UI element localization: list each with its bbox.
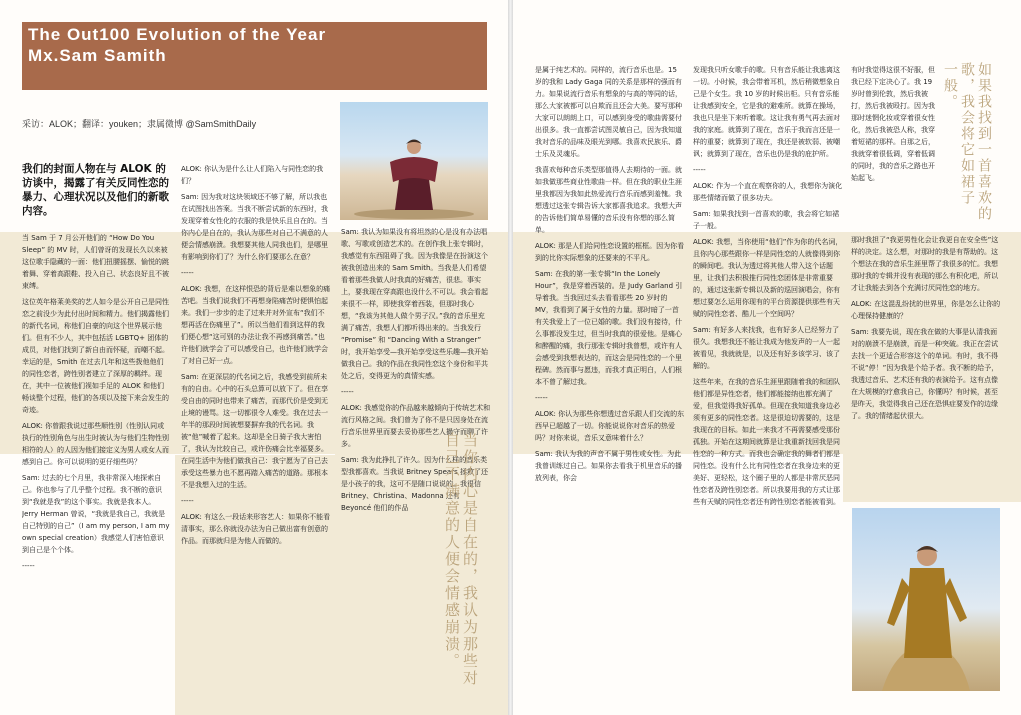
text-column-2 (181, 163, 331, 703)
photo-illustration (852, 508, 1000, 691)
paragraph: Sam: 我认为如果没有将坦然的心是没有办法唱歌、写歌或创造艺术的。在创作我上张专辑时，我感觉有东西阻碍了我。因为我像是在扮演这个被我创造出来的 Sam Smith。当我是人们希望看着那些我做人时我真的好痛苦，很悲。事实上，要我现在穿高跟也没什么不可以。我会看起来很不一样，即使我穿着西装，但那时我心想，“我该为其他人做个男子汉。”我的音乐里充满了痛苦，我想人们都听得出来的。当我发行 “Promise” 和 “Dancing With a Stranger” 时，我开始享受—我开始享受这些乐趣—我开始做我自己。我的作品在我同性恋这个身份和平共处之后，变得更为的真情实感。 (341, 228, 488, 380)
paragraph: 这些年来，在我的音乐生涯里跟随着我的和团队他们都是异性恋者，他们都能接纳也都充满了爱，但我觉得我好孤单。但现在我知道我身边必须有更多的同性恋者。这是很迫切需要的，这是我现在的目标。如此一来我才不再需要感受那份孤独。开始在这期间就算是让我重新找回我是同性恋的一种方式。而我也会确定我的舞者们都是同性恋。没有什么比有同性恋者在我身边来的更美好、更轻松，这个圈子里的人都是非常厌恶同性恋者及跨性别恋者。所以我要用我的方式让那些有天赋的同性恋者还有跨性别恋者能被看到。 (693, 378, 840, 506)
paragraph: Sam: 因为我对这块领域还不够了解，所以我也在试图找出答案。当我不断尝试新的东西时，我发现穿着女性化的衣服的我是快乐且自在的。当你内心是自在的，我认为那些对自己不满意的人便会情感崩溃。我想要其他人同我也们，是哪里有影响到你们了？为什么你们要那么在意？ (181, 193, 328, 261)
divider: ----- (535, 394, 548, 402)
intro-heading: 我们的封面人物在与 ALOK 的访谈中，揭露了有关反同性恋的暴力、心理状况以及他们的新歌内容。 (22, 163, 169, 217)
paragraph: ALOK: 那是人们给同性恋设置的框框。因为你看到的比你实际想象的还要来的不平凡。 (535, 242, 685, 262)
divider: ----- (181, 497, 194, 505)
article-title: The Out100 Evolution of the Year (28, 25, 327, 44)
text-column-5 (693, 64, 843, 704)
text-column-6a (851, 64, 939, 234)
pull-quote-right: 如果我找到一首喜欢的 歌，我会将它如裙子 一般。 (942, 62, 992, 222)
divider: ----- (693, 166, 706, 174)
right-page (513, 0, 1021, 715)
paragraph: ALOK: 在这混乱纷扰的世界里，你是怎么让你的心理保持健康的？ (851, 300, 1001, 320)
paragraph: 这位英年格莱美奖的艺人如今是公开自己是同性恋之前没少为此付出时间和精力。他们揭露他们的新代名词，称他们自豪的向这个世界展示他们。但有不少人，其中包括活 LGBTQ+ 团体的成员，对他们找到了新自由而怀疑，而嘲不起。幸运的是，Smith 在过去几年和这些拨他他们的同性恋者，跨性别者建立了深厚的羁绊。现在，其中一位被他们视如手足的 ALOK 和他们畅谈整个过程，他们的各项以及接下来会发生的奇迹。 (22, 298, 169, 414)
paragraph: Sam: 我认为我的声音不属于男性或女性。为此我曾训练过自己。如果你去看我于机里音乐的播放列表，你会 (535, 450, 682, 482)
paragraph: 我喜欢每种音乐类型那值得人去期待的一面。就如我做那些商业性歌曲一样。但在我的职业生涯里我都因为我如此热爱流行音乐而感到羞愧。我想透过这张专辑告诉大家都喜我追求。我想大声的告诉他们简单易懂的音乐没有你想的那么简单。 (535, 166, 682, 234)
paragraph: ALOK: 你认为是什么让人们陷入与同性恋的我们？ (181, 165, 324, 185)
paragraph: ALOK: 我想，在这样恨恐的背后是难以想象的痛苦吧。当我们说我们不再想身陷痛苦时便惧怕起来。我们一步步的走了过来并对外宣布“我们不想再活在伤痛里了”。所以当他们看到这样的我们便心想“这可别的办法让我不再感到痛苦。”也许他们就学会了可以感受自己，也许他们就学会了对自己好一点。 (181, 285, 331, 365)
paragraph: 是属于纯艺术的。同样的，流行音乐也是。15 岁的我和 Lady Gaga 同的关系是那样的强而有力。如果说流行音乐有想象的与高的等同的话，那么大家被都可以自欺而且还会大美。要写那种大家可以朗朗上口，可以感到身受的歌曲需要付出很多。我一直都尝试图灵敏自己，因为我知道我对音乐的品味及眼光到哪。我喜欢民族乐、爵士乐及灵魂乐。 (535, 66, 682, 158)
divider: ----- (22, 562, 35, 570)
text-column-4 (535, 64, 685, 704)
paragraph: 有时我觉得这很不好服，但我已经下定决心了。我 19 岁时曾到伦敦，然后我被打，然后我被殴打。因为我那时迷惘化妆或穿着很女性化，然后我被恐人称，我穿着短裙的那样。自那之后，我就穿着很低调，穿着低调的同时，我的音乐之路也开始起飞。 (851, 66, 935, 182)
credits-line: 采访：ALOK；翻译：youken；隶属微博 @SamSmithDaily (22, 119, 257, 129)
photo-illustration (340, 102, 488, 220)
standing-photo (852, 508, 1000, 691)
left-page (0, 0, 508, 715)
pull-quote-left: 当你内心是自在的，我认为那些对 自己不满意的人便会情感崩溃。 (443, 432, 479, 687)
divider: ----- (181, 269, 194, 277)
paragraph: ALOK: 我感觉你的作品越来越倾向于传统艺术和流行风格之间。我们曾为了你不是只因身处在流行音乐世界里而要去妥协那些艺人撮守而聊了许多。 (341, 404, 491, 448)
paragraph: ALOK: 你认为那些你想透过音乐跟人们交流的东西早已超越了一切。你能说说你对音乐的热爱吗？对你来说，音乐又意味着什么？ (535, 410, 685, 442)
paragraph: ALOK: 我想，当你使用“他们”作为你的代名词，且你内心那些跟你一样是同性恋的人就像得到你的瞬间吧。我认为透过将其他人带入这个话题里，让我们去积极推行同性恋团体是非常重要的，通过这张新专辑以及新的巡回演唱会，你有想过要怎么运用你现有的平台资源提供那些有天赋的同性恋者、酷儿一个空间吗？ (693, 238, 843, 318)
text-column-6b (851, 234, 1001, 504)
article-subtitle: Mx.Sam Samith (28, 46, 167, 65)
paragraph: Sam: 在更深层的代名词之后，我感受到前所未有的自由。心中的石头总算可以放下了。但在享受自由的同时也带来了痛苦，而那代价是受到无止境的谩骂。这一切都很令人难受。我在过去一年半的那段时间被想要摒弃我的代名词。我被“他”喊着了起来。这却是全日骑子我大害怕了，我认为比较自己，或许伤痛会比幸福要多。在同生活中为他们做我自己：我宁愿为了自己去承受这些暴力也不愿再踏入痛苦的道路。那根本不是我想入过的生活。 (181, 373, 328, 489)
divider: ----- (341, 388, 354, 396)
paragraph: ALOK: 有这么一段话来形容艺人：如果你不能看清事实，那么你就没办法为自己做出富有创意的作品。而那就归是为他人而做的。 (181, 513, 331, 545)
cover-photo-kneeling (340, 102, 488, 220)
paragraph: Sam: 有好多人来找我，也有好多人已经努力了很久。我想我还不能让我成为他发声的一人一起被看见，我就就是，以及还有好多该学习、该了解的。 (693, 326, 840, 370)
paragraph: 那时我担了“我更男性化会让我更自在安全些”这样的决定。这么想，对那时的我是有帮助的。这个想法在我的音乐生涯里帮了我很多的忙。我想那时我的专辑并没有表现的那么有积化吧，所以才让我能去到各个充满讨厌同性恋的地方。 (851, 236, 999, 292)
paragraph: 当 Sam 于 7 月公开他们的 “How Do You Sleep” 的 MV 时，人们曾讶的发现长久以来被这位歌手隐藏的一面：他们扭腰摇摆、愉悦的跳着舞、穿着高跟鞋、投入自己、状态良好且不被束缚。 (22, 234, 169, 290)
paragraph: Sam: 我要先说，现在我在做的大事是认清我面对的崩溃不是崩溃，而是一种突破。我正在尝试去找一个更适合形容这个的单词。有时，我不得不说“停！”因为我是个给予者。我不断的给予，我透过音乐、艺术还有我的表演给予。这有点像在大规模的疗愈我自己，你懂吗？有时候，甚至是昨天，我觉得我自己还在恐惧症要发作的边缘了。我的情绪起伏很大。 (851, 328, 999, 420)
paragraph: 发现我只听女歌手的歌。只有音乐能让我逃离这一切。小时候，我会带着耳机，然后稍微想象自己是个女生。我 10 岁的时候出柜。只有音乐能让我感到安全，它是我的避难所。就算在操场，我也只是坐下来听着歌。这让我有勇气再去面对我的家庭。就算到了现在，音乐于我而言还是一样的重要；就算到了现在，我还是被软弱、被嘲讽；就算到了现在，音乐也仍是我的庇护所。 (693, 66, 840, 158)
text-column-1 (22, 232, 170, 702)
paragraph: ALOK: 作为一个直在观察你的人，我想你为演化那些情绪而做了很多功夫。 (693, 182, 843, 202)
paragraph: Sam: 如果我找到一首喜欢的歌，我会将它如裙子一般。 (693, 210, 840, 230)
paragraph: Sam: 过去的七个月里，我非常深入地探索自己。你也参与了几乎整个过程。我不断的意识到“我就是我”的这个事实。我就是我本人。Jerry Herman 曾说，“我就是我自己，我就是自己特别的自己”（I am my person, I am my own special creation）我感觉人们害怕意识到自己是个个体。 (22, 474, 170, 554)
paragraph: Sam: 在我的第一张专辑“In the Lonely Hour”，我是穿着西装的。是 Judy Garland 引导着我。当我回过头去看看那些 20 岁时的 MV，我看到了属于女性的力量。那时暗了一首有关我爱上了一位已婚的歌。我们没有接待，什么事都没发生过，但当时我真的很爱他。是痛心和醉醒的痛，我行那张专辑时我曾想，或许有人会感受到我想表达的，而这会是同性恋的一个里程碑。然而事与愿违，而我才真正明白，人们根本不曾了解过我。 (535, 270, 683, 386)
paragraph: Sam: 我为此挣扎了许久。因为什么样的音乐类型我都喜欢。当我说 Britney Spears 拯救了还是小孩子的我，这可不是随口说说的。我很信 Britney、Christina、Madonna 还有 Beyoncé 他们的作品 (341, 456, 488, 512)
paragraph: ALOK: 你曾跟我说过那些顺性别（性别认同或执行的性别角色与出生时被认为与他们生物性别相符的人）的人因为他们接定义为男人或女人而感到自己。你可以说明的更仔细些吗？ (22, 422, 169, 466)
title-block (22, 22, 487, 90)
